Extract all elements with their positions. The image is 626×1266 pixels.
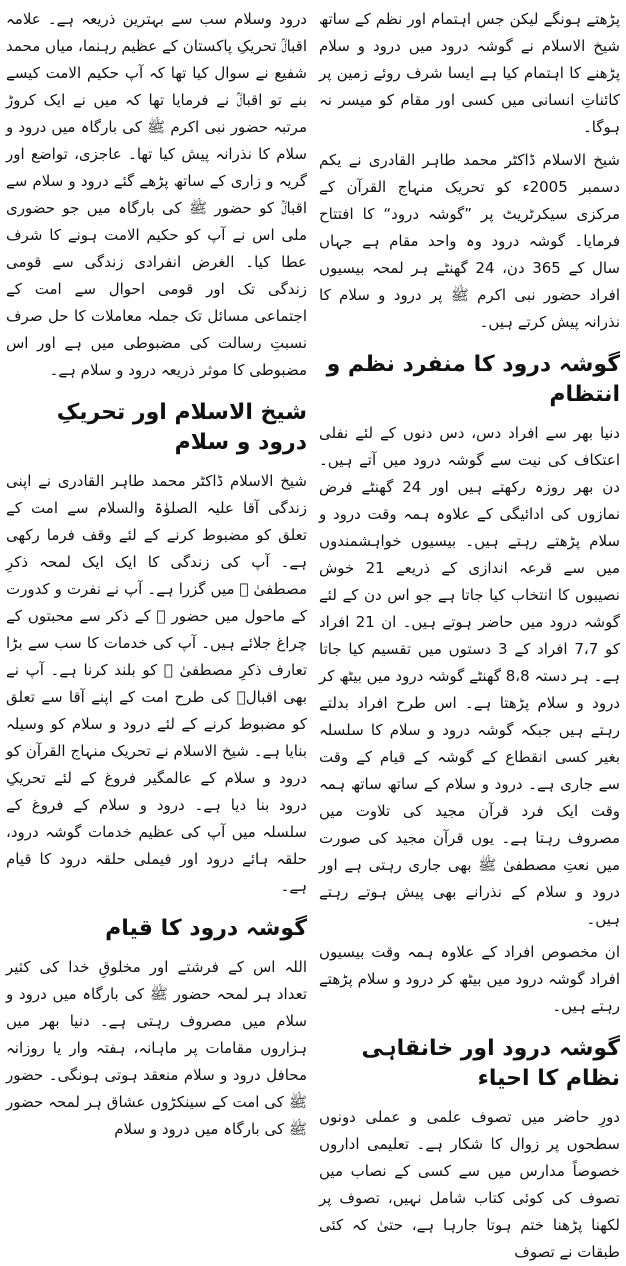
paragraph: شیخ الاسلام ڈاکٹر محمد طاہر القادری نے یکم دسمبر 2005ء کو تحریک منہاج القرآن کے مرکزی سیکرٹریٹ پر ”گوشہ درود“ کا افتتاح فرمایا۔ گوشہ درود وہ واحد مقام ہے جہاں سال کے 365 دن، 24 گھنٹے ہر لمحہ بیسیوں افراد حضور نبی اکرم ﷺ پر درود و سلام کا نذرانہ پیش کرتے ہیں۔ bbox=[319, 151, 620, 331]
paragraph: دورِ حاضر میں تصوف علمی و عملی دونوں سطحوں پر زوال کا شکار ہے۔ تعلیمی اداروں خصوصاً مدارس میں سے کسی کے نصاب میں تصوف کی کوئی کتاب شامل نہیں، تصوف پر لکھنا پڑھنا ختم ہوتا جارہا ہے، حتیٰ کہ کئی طبقات نے تصوف bbox=[319, 1108, 620, 1261]
right-column bbox=[6, 6, 307, 1138]
paragraph: دنیا بھر سے افراد دس، دس دنوں کے لئے نفلی اعتکاف کی نیت سے گوشہ درود میں آتے ہیں۔ دن بھر روزہ رکھتے ہیں اور 24 گھنٹے فرض نمازوں کی ادائیگی کے علاوہ ہمہ وقت درود و سلام پڑھتے رہتے ہیں۔ بیسیوں خواہشمندوں میں سے قرعہ اندازی کے ذریعے 21 خوش نصیبوں کا انتخاب کیا جاتا ہے جو اس دن کے لئے گوشہ درود میں حاضر ہوتے ہیں۔ ان 21 افراد کو 7،7 افراد کے 3 دستوں میں تقسیم کیا جاتا ہے۔ ہر دستہ 8،8 گھنٹے گوشہ درود میں بیٹھ کر درود و سلام پڑھتا ہے۔ اس طرح افراد بدلتے رہتے ہیں جبکہ گوشہ درود و سلام کا سلسلہ بغیر کسی انقطاع کے گوشہ کے قیام کے وقت سے جاری ہے۔ درود و سلام کے ساتھ ساتھ ہمہ وقت ایک فرد قرآن مجید کی تلاوت میں مصروف رہتا ہے۔ یوں قرآن مجید کی صورت میں نعتِ مصطفیٰ ﷺ بھی جاری رہتی ہے اور درود و سلام کے نذرانے بھی پیش ہوتے رہتے ہیں۔ bbox=[319, 424, 620, 928]
paragraph: پڑھتے ہونگے لیکن جس اہتمام اور نظم کے ساتھ شیخ الاسلام نے گوشہ درود میں درود و سلام پڑھنے کا اہتمام کیا ہے ایسا شرف روئے زمین پر کائناتِ انسانی میں کسی اور مقام کو میسر نہ ہوگا۔ bbox=[319, 10, 620, 136]
section-heading: گوشہ درود کا قیام bbox=[105, 916, 307, 941]
left-column bbox=[319, 6, 620, 1261]
paragraph: ان مخصوص افراد کے علاوہ ہمہ وقت بیسیوں افراد گوشہ درود میں بیٹھ کر درود و سلام پڑھتے رہتے ہیں۔ bbox=[319, 943, 620, 1015]
section-heading: گوشہ درود اور خانقاہی نظام کا احیاء bbox=[361, 1036, 620, 1091]
section-heading: شیخ الاسلام اور تحریکِ درود و سلام bbox=[56, 400, 307, 455]
paragraph: درود وسلام سب سے بہترین ذریعہ ہے۔ علامہ اقبالؒ تحریکِ پاکستان کے عظیم رہنما، میاں محمد شفیع نے سوال کیا تھا کہ آپ حکیم الامت کیسے بنے تو اقبالؒ نے فرمایا تھا کہ میں نے ایک کروڑ مرتبہ حضور نبی اکرم ﷺ کی بارگاہ میں درود و سلام کا نذرانہ پیش کیا تھا۔ عاجزی، تواضع اور گریہ و زاری کے ساتھ پڑھے گئے درود و سلام سے اقبالؒ کو حضور ﷺ کی بارگاہ میں جو حضوری ملی اس نے آپ کو حکیم الامت ہونے کا شرف عطا کیا۔ الغرض انفرادی زندگی سے قومی زندگی تک اور قومی احوال سے امت کے اجتماعی مسائل تک جملہ معاملات کا حل صرف نسبتِ رسالت کی مضبوطی میں ہے اور اس مضبوطی کا موثر ذریعہ درود و سلام ہے۔ bbox=[6, 10, 307, 379]
paragraph: اللہ اس کے فرشتے اور مخلوقِ خدا کی کثیر تعداد ہر لمحہ حضور ﷺ کی بارگاہ میں درود و سلام میں مصروف رہتی ہے۔ دنیا بھر میں ہزاروں مقامات پر ماہانہ، ہفتہ وار یا روزانہ محافل درود و سلام منعقد ہوتی ہونگی۔ حضور ﷺ کی امت کے سینکڑوں عشاق ہر لمحہ حضور ﷺ کی بارگاہ میں درود و سلام bbox=[6, 958, 307, 1138]
section-heading: گوشہ درود کا منفرد نظم و انتظام bbox=[326, 352, 620, 407]
paragraph: شیخ الاسلام ڈاکٹر محمد طاہر القادری نے اپنی زندگی آقا علیہ الصلوٰۃ والسلام سے امت کے تعلق کو مضبوط کرنے کے لئے وقف فرما رکھی ہے۔ آپ کی زندگی کا ایک ایک لمحہ ذکرِ مصطفیٰ ﷺ میں گزرا ہے۔ آپ نے نفرت و کدورت کے ماحول میں حضور ﷺ کے ذکر سے محبتوں کے چراغ جلائے ہیں۔ آپ کی خدمات کا سب سے بڑا تعارف ذکرِ مصطفیٰ ﷺ کو بلند کرنا ہے۔ آپ نے بھی اقبالؒ کی طرح امت کے اپنے آقا سے تعلق کو مضبوط کرنے کے لئے درود و سلام کو وسیلہ بنایا ہے۔ شیخ الاسلام نے تحریک منہاج القرآن کو درود و سلام کے عالمگیر فروغ کے لئے تحریکِ درود بنا دیا ہے۔ درود و سلام کے فروغ کے سلسلہ میں آپ کی عظیم خدمات گوشہ درود، حلقہ ہائے درود اور فیملی حلقہ درود کا قیام ہے۔ bbox=[6, 472, 307, 895]
